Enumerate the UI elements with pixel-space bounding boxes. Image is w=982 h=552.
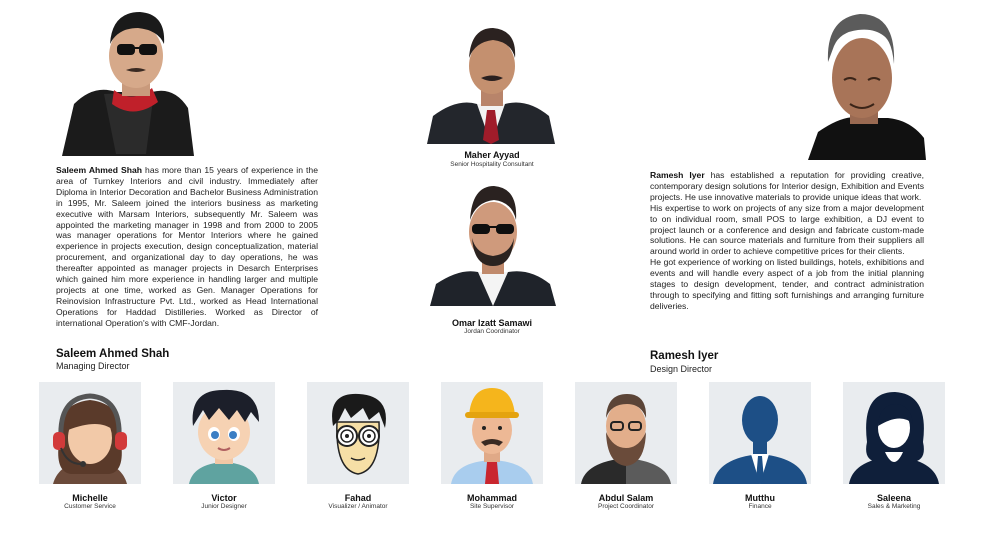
team-role-fahad: Visualizer / Animator — [328, 503, 388, 510]
team-name-victor: Victor — [211, 493, 237, 503]
team-role-abdul-salam: Project Coordinator — [598, 503, 654, 510]
team-name-abdul-salam: Abdul Salam — [598, 493, 654, 503]
hypno-glasses-man-icon — [307, 382, 409, 484]
team-avatar-mutthu — [709, 382, 811, 484]
omar-title: Jordan Coordinator — [464, 328, 520, 335]
team-role-mohammad: Site Supervisor — [469, 503, 515, 510]
ramesh-name: Ramesh Iyer — [650, 350, 719, 362]
team-avatar-michelle — [39, 382, 141, 484]
omar-name: Omar Izatt Samawi — [451, 318, 533, 328]
bearded-man-icon — [575, 382, 677, 484]
ramesh-title: Design Director — [650, 364, 713, 374]
maher-photo — [427, 18, 555, 144]
ramesh-bio-p3: He got experience of working on listed buildings, hotels, exhibitions and events and will handle every aspect of a job from the initial planning stages to design development, tender, and contract administration through to specifying and fitting soft furnishings and arranging furniture deliveries. — [650, 257, 924, 311]
team-name-mutthu: Mutthu — [745, 493, 775, 503]
maher-name: Maher Ayyad — [464, 150, 520, 160]
businessman-silhouette-icon — [709, 382, 811, 484]
team-role-michelle: Customer Service — [64, 503, 116, 510]
saleem-bio-name: Saleem Ahmed Shah — [56, 165, 143, 175]
team-avatar-fahad — [307, 382, 409, 484]
ramesh-bio-p1: has established a reputation for providing creative, contemporary design solutions for Interior design, Exhibition and Events projects. He use innovative materials to provide unique ideas that work. — [650, 170, 924, 202]
team-avatar-mohammad — [441, 382, 543, 484]
ramesh-bio-name: Ramesh Iyer — [650, 170, 705, 180]
ramesh-photo — [788, 2, 926, 160]
saleem-photo — [54, 4, 194, 156]
team-name-michelle: Michelle — [72, 493, 108, 503]
team-name-mohammad: Mohammad — [466, 493, 517, 503]
team-name-saleena: Saleena — [876, 493, 912, 503]
young-man-icon — [173, 382, 275, 484]
headset-woman-icon — [39, 382, 141, 484]
team-avatar-saleena — [843, 382, 945, 484]
hardhat-worker-icon — [441, 382, 543, 484]
saleem-title: Managing Director — [56, 361, 130, 371]
ramesh-bio-p2: His expertise to work on projects of any size from a major development to on individual room, small POS to large exhibition, a DJ event to project launch or a conference and design and fabricate custom-made solutions. He can source materials and furniture from their suppliers all around world in order to achieve competitive prices for their clients. — [650, 202, 924, 257]
omar-photo — [430, 180, 556, 306]
saleem-bio — [56, 165, 318, 329]
team-name-fahad: Fahad — [344, 493, 372, 503]
ramesh-bio — [650, 170, 924, 312]
team-role-mutthu: Finance — [748, 503, 772, 510]
maher-title: Senior Hospitality Consultant — [450, 161, 534, 168]
saleem-name: Saleem Ahmed Shah — [56, 348, 170, 360]
team-avatar-victor — [173, 382, 275, 484]
team-avatar-abdul-salam — [575, 382, 677, 484]
saleem-bio-text: has more than 15 years of experience in the area of Turnkey Interiors and civil industry. Immediately after Diploma in Interior Decoration and Bachelor Business Administration in 1995, Mr. Saleem joined the interiors business as marketing executive with Marsam Interiors, subsequently Mr. Saleem was appointed the marketing manager in 1998 and from 2000 to 2005 was manager operations for Mentor Interiors where he gained experience in projects execution, design conceptualization, material procurement, and organizational day to day operations, he was thereafter appointed as manager projects in Desarch Enterprises which gained him more experience in handling larger and multiple projects at one time, worked as Gen. Manager Operations for Reinovision Infrastructure Pvt. Ltd., worked as Head International Operations for Haddad Distilleries. Worked as Director of international Operation's with CMF-Jordan. — [56, 165, 318, 328]
woman-silhouette-icon — [843, 382, 945, 484]
team-role-victor: Junior Designer — [201, 503, 247, 510]
team-role-saleena: Sales & Marketing — [867, 503, 921, 510]
